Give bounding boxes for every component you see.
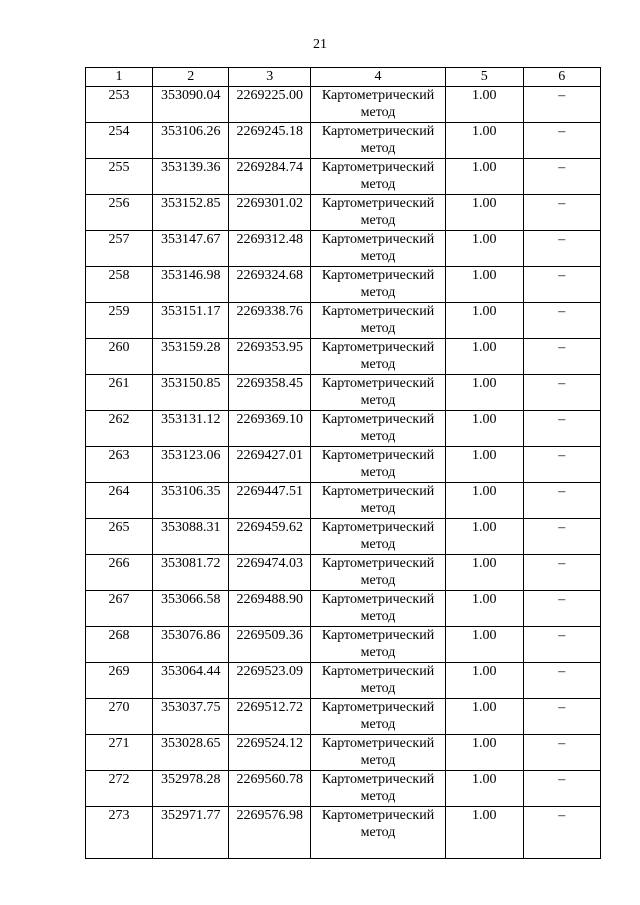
accuracy-cell: 1.00	[446, 446, 523, 482]
method-cell	[311, 590, 446, 626]
table-row	[86, 338, 601, 374]
header-col-6: 6	[523, 68, 601, 87]
method-cell	[311, 122, 446, 158]
x-coordinate-cell: 352971.77	[152, 806, 228, 858]
note-cell: –	[523, 482, 601, 518]
table-row	[86, 590, 601, 626]
accuracy-cell: 1.00	[446, 698, 523, 734]
x-coordinate-cell: 353037.75	[152, 698, 228, 734]
method-line-1: Картометрический	[321, 771, 435, 787]
method-line-2: метод	[360, 249, 396, 264]
method-line-2: метод	[360, 501, 396, 516]
point-number-cell: 259	[86, 302, 153, 338]
accuracy-cell: 1.00	[446, 374, 523, 410]
method-cell	[311, 194, 446, 230]
method-line-1: Картометрический	[321, 123, 435, 139]
method-line-1: Картометрический	[321, 519, 435, 535]
x-coordinate-cell: 353151.17	[152, 302, 228, 338]
accuracy-cell: 1.00	[446, 590, 523, 626]
method-line-1: Картометрический	[321, 159, 435, 175]
x-coordinate-cell: 353106.26	[152, 122, 228, 158]
y-coordinate-cell: 2269509.36	[229, 626, 311, 662]
method-line-1: Картометрический	[321, 447, 435, 463]
point-number-cell: 257	[86, 230, 153, 266]
method-line-2: метод	[360, 753, 396, 768]
note-cell: –	[523, 734, 601, 770]
table-row	[86, 194, 601, 230]
method-line-2: метод	[360, 789, 396, 804]
table-header	[86, 68, 601, 87]
method-cell	[311, 374, 446, 410]
method-cell	[311, 158, 446, 194]
x-coordinate-cell: 353064.44	[152, 662, 228, 698]
method-line-2: метод	[360, 717, 396, 732]
method-line-2: метод	[360, 537, 396, 552]
point-number-cell: 271	[86, 734, 153, 770]
accuracy-cell: 1.00	[446, 194, 523, 230]
y-coordinate-cell: 2269523.09	[229, 662, 311, 698]
method-line-2: метод	[360, 645, 396, 660]
method-line-2: метод	[360, 177, 396, 192]
table-row	[86, 230, 601, 266]
header-col-2: 2	[152, 68, 228, 87]
method-line-1: Картометрический	[321, 339, 435, 355]
table-row	[86, 734, 601, 770]
point-number-cell: 272	[86, 770, 153, 806]
note-cell: –	[523, 698, 601, 734]
method-line-2: метод	[360, 465, 396, 480]
note-cell: –	[523, 122, 601, 158]
point-number-cell: 264	[86, 482, 153, 518]
table-row	[86, 626, 601, 662]
method-line-1: Картометрический	[321, 87, 435, 103]
note-cell: –	[523, 338, 601, 374]
method-cell	[311, 770, 446, 806]
method-cell	[311, 482, 446, 518]
y-coordinate-cell: 2269245.18	[229, 122, 311, 158]
method-line-1: Картометрический	[321, 483, 435, 499]
note-cell: –	[523, 554, 601, 590]
point-number-cell: 256	[86, 194, 153, 230]
y-coordinate-cell: 2269324.68	[229, 266, 311, 302]
point-number-cell: 268	[86, 626, 153, 662]
accuracy-cell: 1.00	[446, 158, 523, 194]
method-cell	[311, 662, 446, 698]
method-cell	[311, 230, 446, 266]
y-coordinate-cell: 2269524.12	[229, 734, 311, 770]
y-coordinate-cell: 2269284.74	[229, 158, 311, 194]
accuracy-cell: 1.00	[446, 122, 523, 158]
table-row	[86, 662, 601, 698]
x-coordinate-cell: 353159.28	[152, 338, 228, 374]
accuracy-cell: 1.00	[446, 518, 523, 554]
y-coordinate-cell: 2269369.10	[229, 410, 311, 446]
method-cell	[311, 338, 446, 374]
x-coordinate-cell: 353028.65	[152, 734, 228, 770]
x-coordinate-cell: 353123.06	[152, 446, 228, 482]
header-col-5: 5	[446, 68, 523, 87]
note-cell: –	[523, 806, 601, 858]
method-line-2: метод	[360, 429, 396, 444]
method-line-2: метод	[360, 573, 396, 588]
note-cell: –	[523, 662, 601, 698]
header-col-1: 1	[86, 68, 153, 87]
table-row	[86, 518, 601, 554]
point-number-cell: 260	[86, 338, 153, 374]
coordinates-table	[85, 67, 601, 859]
accuracy-cell: 1.00	[446, 770, 523, 806]
table-row	[86, 122, 601, 158]
method-line-1: Картометрический	[321, 555, 435, 571]
y-coordinate-cell: 2269447.51	[229, 482, 311, 518]
point-number-cell: 262	[86, 410, 153, 446]
page-number: 21	[313, 37, 327, 52]
note-cell: –	[523, 770, 601, 806]
method-line-1: Картометрический	[321, 591, 435, 607]
method-cell	[311, 626, 446, 662]
method-line-2: метод	[360, 357, 396, 372]
point-number-cell: 263	[86, 446, 153, 482]
method-line-2: метод	[360, 393, 396, 408]
table-row	[86, 86, 601, 122]
method-line-2: метод	[360, 213, 396, 228]
y-coordinate-cell: 2269488.90	[229, 590, 311, 626]
method-line-1: Картометрический	[321, 411, 435, 427]
method-line-2: метод	[360, 825, 396, 840]
method-cell	[311, 554, 446, 590]
point-number-cell: 254	[86, 122, 153, 158]
y-coordinate-cell: 2269301.02	[229, 194, 311, 230]
table-row	[86, 806, 601, 858]
method-cell	[311, 302, 446, 338]
y-coordinate-cell: 2269353.95	[229, 338, 311, 374]
method-line-1: Картометрический	[321, 627, 435, 643]
method-line-1: Картометрический	[321, 195, 435, 211]
method-line-1: Картометрический	[321, 231, 435, 247]
x-coordinate-cell: 353146.98	[152, 266, 228, 302]
y-coordinate-cell: 2269560.78	[229, 770, 311, 806]
note-cell: –	[523, 230, 601, 266]
note-cell: –	[523, 302, 601, 338]
table-row	[86, 302, 601, 338]
table-row	[86, 770, 601, 806]
y-coordinate-cell: 2269225.00	[229, 86, 311, 122]
note-cell: –	[523, 374, 601, 410]
header-col-4: 4	[311, 68, 446, 87]
note-cell: –	[523, 266, 601, 302]
header-row	[86, 68, 601, 87]
note-cell: –	[523, 410, 601, 446]
accuracy-cell: 1.00	[446, 338, 523, 374]
method-cell	[311, 734, 446, 770]
point-number-cell: 267	[86, 590, 153, 626]
method-line-1: Картометрический	[321, 735, 435, 751]
point-number-cell: 265	[86, 518, 153, 554]
table-row	[86, 446, 601, 482]
x-coordinate-cell: 353106.35	[152, 482, 228, 518]
x-coordinate-cell: 352978.28	[152, 770, 228, 806]
method-line-1: Картометрический	[321, 303, 435, 319]
point-number-cell: 255	[86, 158, 153, 194]
method-line-1: Картометрический	[321, 375, 435, 391]
accuracy-cell: 1.00	[446, 662, 523, 698]
x-coordinate-cell: 353131.12	[152, 410, 228, 446]
y-coordinate-cell: 2269459.62	[229, 518, 311, 554]
y-coordinate-cell: 2269338.76	[229, 302, 311, 338]
method-cell	[311, 446, 446, 482]
table-row	[86, 158, 601, 194]
point-number-cell: 261	[86, 374, 153, 410]
note-cell: –	[523, 194, 601, 230]
x-coordinate-cell: 353152.85	[152, 194, 228, 230]
y-coordinate-cell: 2269512.72	[229, 698, 311, 734]
accuracy-cell: 1.00	[446, 626, 523, 662]
x-coordinate-cell: 353088.31	[152, 518, 228, 554]
y-coordinate-cell: 2269576.98	[229, 806, 311, 858]
point-number-cell: 258	[86, 266, 153, 302]
method-cell	[311, 266, 446, 302]
method-line-2: метод	[360, 681, 396, 696]
accuracy-cell: 1.00	[446, 410, 523, 446]
x-coordinate-cell: 353081.72	[152, 554, 228, 590]
method-line-1: Картометрический	[321, 807, 435, 823]
accuracy-cell: 1.00	[446, 230, 523, 266]
table-row	[86, 698, 601, 734]
accuracy-cell: 1.00	[446, 806, 523, 858]
method-line-2: метод	[360, 105, 396, 120]
method-line-2: метод	[360, 321, 396, 336]
method-cell	[311, 806, 446, 858]
point-number-cell: 253	[86, 86, 153, 122]
y-coordinate-cell: 2269358.45	[229, 374, 311, 410]
method-line-1: Картометрический	[321, 699, 435, 715]
note-cell: –	[523, 590, 601, 626]
header-col-3: 3	[229, 68, 311, 87]
method-line-2: метод	[360, 285, 396, 300]
method-line-2: метод	[360, 141, 396, 156]
table-row	[86, 554, 601, 590]
method-cell	[311, 410, 446, 446]
point-number-cell: 270	[86, 698, 153, 734]
x-coordinate-cell: 353150.85	[152, 374, 228, 410]
point-number-cell: 269	[86, 662, 153, 698]
x-coordinate-cell: 353147.67	[152, 230, 228, 266]
method-line-1: Картометрический	[321, 267, 435, 283]
note-cell: –	[523, 158, 601, 194]
y-coordinate-cell: 2269474.03	[229, 554, 311, 590]
accuracy-cell: 1.00	[446, 482, 523, 518]
method-cell	[311, 518, 446, 554]
x-coordinate-cell: 353076.86	[152, 626, 228, 662]
accuracy-cell: 1.00	[446, 554, 523, 590]
x-coordinate-cell: 353090.04	[152, 86, 228, 122]
method-cell	[311, 698, 446, 734]
point-number-cell: 273	[86, 806, 153, 858]
note-cell: –	[523, 626, 601, 662]
accuracy-cell: 1.00	[446, 734, 523, 770]
method-line-1: Картометрический	[321, 663, 435, 679]
note-cell: –	[523, 518, 601, 554]
y-coordinate-cell: 2269427.01	[229, 446, 311, 482]
accuracy-cell: 1.00	[446, 266, 523, 302]
y-coordinate-cell: 2269312.48	[229, 230, 311, 266]
accuracy-cell: 1.00	[446, 86, 523, 122]
table-row	[86, 374, 601, 410]
method-line-2: метод	[360, 609, 396, 624]
x-coordinate-cell: 353139.36	[152, 158, 228, 194]
table-row	[86, 482, 601, 518]
method-cell	[311, 86, 446, 122]
x-coordinate-cell: 353066.58	[152, 590, 228, 626]
note-cell: –	[523, 86, 601, 122]
table-row	[86, 266, 601, 302]
accuracy-cell: 1.00	[446, 302, 523, 338]
table-body	[86, 86, 601, 858]
point-number-cell: 266	[86, 554, 153, 590]
table-row	[86, 410, 601, 446]
note-cell: –	[523, 446, 601, 482]
